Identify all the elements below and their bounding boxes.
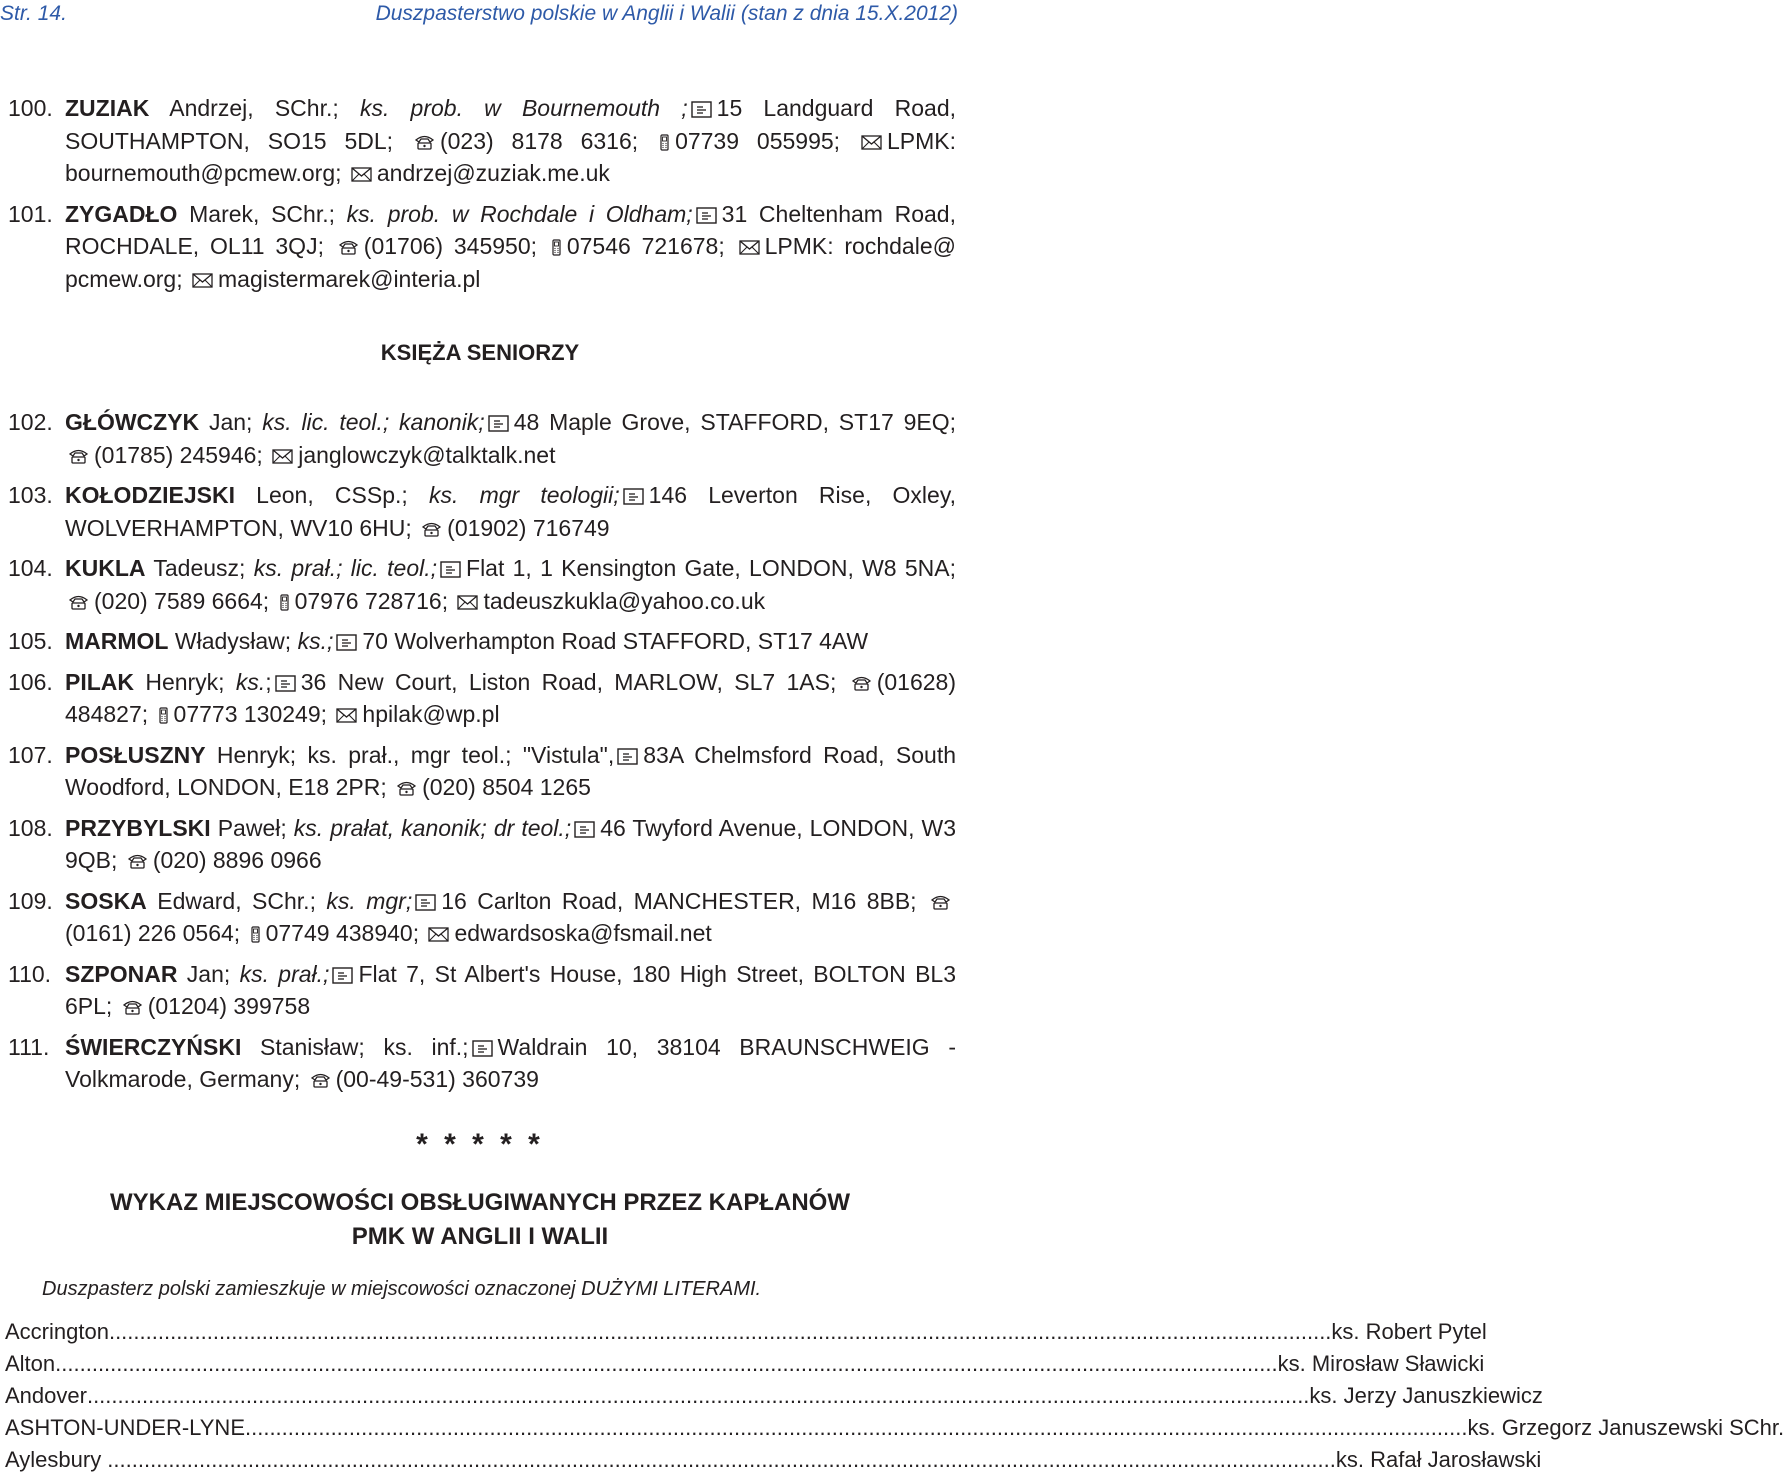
address-icon bbox=[696, 207, 717, 224]
place-row bbox=[5, 1444, 1542, 1476]
leader-dots: ........................................................................................................................................................................................................ bbox=[113, 1447, 1336, 1472]
entry-detail: Henryk; ks. prał., mgr teol.; "Vistula", bbox=[205, 741, 615, 768]
priest-surname: KOŁODZIEJSKI bbox=[65, 482, 235, 508]
priest-title: ks. mgr teologii; bbox=[428, 482, 620, 508]
directory-entry bbox=[8, 198, 956, 296]
phone-icon bbox=[68, 594, 89, 611]
mail-icon bbox=[457, 594, 478, 611]
entry-detail: Leon, CSSp.; bbox=[234, 482, 429, 508]
entry-detail: (0161) 226 0564; bbox=[65, 920, 247, 946]
entry-detail: 70 Wolverhampton Road STAFFORD, ST17 4AW bbox=[362, 628, 869, 654]
address-icon bbox=[623, 488, 644, 505]
mail-icon bbox=[351, 166, 372, 183]
entry-detail: (01706) 345950; bbox=[363, 233, 548, 259]
priest-surname: SZPONAR bbox=[65, 960, 178, 987]
priest-name: ks. Mirosław Sławicki bbox=[1277, 1351, 1485, 1376]
directory-entry bbox=[8, 958, 956, 1023]
priest-surname: PILAK bbox=[65, 668, 134, 695]
entries-top bbox=[8, 92, 956, 303]
priest-surname: ŚWIERCZYŃSKI bbox=[65, 1033, 242, 1060]
entries-seniors bbox=[8, 406, 956, 1104]
list-title-line-2: PMK W ANGLII I WALII bbox=[351, 1223, 609, 1250]
directory-entry bbox=[8, 885, 956, 950]
entry-number: 105. bbox=[8, 628, 53, 654]
priest-name: ks. Jerzy Januszkiewicz bbox=[1309, 1383, 1543, 1408]
place-row bbox=[5, 1380, 1543, 1412]
entry-text bbox=[65, 885, 956, 950]
directory-entry bbox=[8, 666, 956, 731]
leader-dots: ........................................................................................................................................................................................................ bbox=[245, 1415, 1468, 1440]
entry-number: 104. bbox=[8, 555, 53, 581]
mobile-phone-icon bbox=[158, 707, 169, 724]
phone-icon bbox=[421, 521, 442, 538]
entry-detail: ; bbox=[265, 668, 272, 695]
entry-number: 109. bbox=[8, 887, 53, 914]
address-icon bbox=[440, 561, 461, 578]
address-icon bbox=[617, 748, 638, 765]
entry-detail: 83A Chelmsford Road, South Woodford, LONDON, E18 2PR; bbox=[65, 741, 956, 800]
entry-text bbox=[65, 666, 956, 731]
entry-text bbox=[65, 198, 956, 296]
entry-number: 103. bbox=[8, 482, 53, 508]
entry-detail: janglowczyk@talktalk.net bbox=[298, 441, 556, 468]
entry-detail: 16 Carlton Road, MANCHESTER, M16 8BB; bbox=[441, 887, 927, 914]
page-number: Str. 14. bbox=[0, 2, 67, 25]
entry-detail: 07976 728716; bbox=[294, 587, 455, 614]
phone-icon bbox=[338, 239, 359, 256]
priest-surname: GŁÓWCZYK bbox=[65, 409, 200, 435]
phone-icon bbox=[122, 999, 143, 1016]
entry-detail: 146 Leverton Rise, Oxley, WOLVERHAMPTON, WV10 6HU; bbox=[65, 482, 956, 541]
place-name: Accrington bbox=[5, 1319, 109, 1344]
priest-surname: PRZYBYLSKI bbox=[65, 814, 211, 841]
directory-entry bbox=[8, 479, 956, 544]
entry-detail: (01902) 716749 bbox=[447, 514, 610, 541]
leader-dots: ........................................................................................................................................................................................................ bbox=[108, 1319, 1332, 1344]
entry-detail: 07773 130249; bbox=[173, 701, 334, 727]
entry-detail: Flat 1, 1 Kensington Gate, LONDON, W8 5NA; bbox=[466, 555, 957, 581]
entry-number: 107. bbox=[8, 741, 53, 768]
entry-detail: andrzej@zuziak.me.uk bbox=[376, 160, 610, 186]
entry-detail: (01628) 484827; bbox=[65, 668, 956, 727]
phone-icon bbox=[68, 448, 89, 465]
priest-title: ks. prałat, kanonik; dr teol.; bbox=[293, 814, 572, 841]
address-icon bbox=[332, 967, 353, 984]
place-row bbox=[5, 1412, 1784, 1444]
address-icon bbox=[415, 894, 436, 911]
phone-icon bbox=[414, 134, 435, 151]
entry-number: 111. bbox=[8, 1033, 50, 1060]
mobile-phone-icon bbox=[551, 239, 562, 256]
entry-detail: tadeuszkukla@yahoo.co.uk bbox=[483, 587, 766, 614]
entry-detail: (023) 8178 6316; bbox=[439, 127, 657, 154]
leader-dots: ........................................................................................................................................................................................................ bbox=[55, 1351, 1278, 1376]
entry-detail: 31 Cheltenham Road, ROCHDALE, OL11 3QJ; bbox=[65, 200, 956, 259]
priest-name: ks. Rafał Jarosławski bbox=[1335, 1447, 1542, 1472]
place-name: Alton bbox=[5, 1351, 56, 1376]
place-name: Aylesbury . bbox=[5, 1447, 114, 1472]
entry-text bbox=[65, 1031, 956, 1096]
address-icon bbox=[472, 1040, 493, 1057]
directory-entry bbox=[8, 552, 956, 617]
entry-detail: 07749 438940; bbox=[265, 920, 426, 946]
priest-name: ks. Robert Pytel bbox=[1331, 1319, 1487, 1344]
address-icon bbox=[488, 415, 509, 432]
section-title: KSIĘŻA SENIORZY bbox=[380, 340, 580, 365]
separator-stars: * * * * * bbox=[416, 1128, 544, 1161]
address-icon bbox=[275, 675, 296, 692]
entry-number: 110. bbox=[8, 960, 52, 987]
priest-surname: ZYGADŁO bbox=[65, 200, 178, 227]
entry-detail: Tadeusz; bbox=[145, 555, 254, 581]
entry-text bbox=[65, 812, 956, 877]
directory-entry bbox=[8, 406, 956, 471]
entry-detail: Henryk; bbox=[134, 668, 236, 695]
entry-detail: (01785) 245946; bbox=[94, 441, 270, 468]
entry-text bbox=[65, 625, 956, 658]
entry-number: 108. bbox=[8, 814, 53, 841]
mail-icon bbox=[428, 926, 449, 943]
page-header bbox=[0, 2, 958, 26]
priest-title: ks. prał.; lic. teol.; bbox=[253, 555, 438, 581]
entry-detail: LPMK: rochdale@ pcmew.org; bbox=[65, 233, 956, 292]
entry-detail: 15 Landguard Road, SOUTHAMPTON, SO15 5DL; bbox=[65, 95, 956, 154]
directory-entry bbox=[8, 812, 956, 877]
priest-surname: ZUZIAK bbox=[65, 95, 150, 121]
address-icon bbox=[691, 101, 712, 118]
phone-icon bbox=[851, 675, 872, 692]
mobile-phone-icon bbox=[659, 134, 670, 151]
entry-detail: Jan; bbox=[199, 409, 263, 435]
entry-number: 102. bbox=[8, 409, 53, 435]
entry-detail: Jan; bbox=[177, 960, 240, 987]
address-icon bbox=[336, 634, 357, 651]
entry-text bbox=[65, 552, 956, 617]
list-title-line-1: WYKAZ MIEJSCOWOŚCI OBSŁUGIWANYCH PRZEZ KAPŁANÓW bbox=[110, 1189, 850, 1216]
entry-text bbox=[65, 406, 956, 471]
priest-surname: SOSKA bbox=[65, 887, 147, 914]
entry-detail: 46 Twyford Avenue, LONDON, W3 9QB; bbox=[65, 814, 956, 873]
entry-detail: Stanisław; ks. inf.; bbox=[241, 1033, 469, 1060]
place-row bbox=[5, 1316, 1487, 1348]
entry-detail: magistermarek@interia.pl bbox=[218, 265, 481, 292]
entry-detail: (020) 7589 6664; bbox=[94, 587, 276, 614]
entry-detail: Waldrain 10, 38104 BRAUNSCHWEIG - Volkmarode, Germany; bbox=[65, 1033, 956, 1092]
entry-detail: Andrzej, SChr.; bbox=[149, 95, 360, 121]
mail-icon bbox=[336, 707, 357, 724]
mail-icon bbox=[272, 448, 293, 465]
entry-text bbox=[65, 958, 956, 1023]
mobile-phone-icon bbox=[279, 594, 290, 611]
place-row bbox=[5, 1348, 1485, 1380]
mobile-phone-icon bbox=[250, 926, 261, 943]
directory-entry bbox=[8, 625, 956, 658]
entry-text bbox=[65, 739, 956, 804]
priest-name: ks. Grzegorz Januszewski SChr. bbox=[1467, 1415, 1784, 1440]
entry-text bbox=[65, 92, 956, 190]
directory-entry bbox=[8, 739, 956, 804]
priest-title: ks. lic. teol.; kanonik; bbox=[262, 409, 485, 435]
entry-text bbox=[65, 479, 956, 544]
entry-number: 100. bbox=[8, 95, 53, 121]
entry-detail: Władysław; bbox=[168, 628, 298, 654]
entry-number: 106. bbox=[8, 668, 53, 695]
entry-detail: LPMK: bournemouth@pcmew.org; bbox=[65, 127, 956, 186]
priest-surname: MARMOL bbox=[65, 628, 169, 654]
entry-detail: (01204) 399758 bbox=[147, 993, 311, 1019]
place-name: Andover bbox=[5, 1383, 87, 1408]
entry-detail: 07739 055995; bbox=[675, 127, 858, 154]
phone-icon bbox=[396, 780, 417, 797]
directory-entry bbox=[8, 92, 956, 190]
entry-detail: (020) 8896 0966 bbox=[152, 847, 322, 873]
leader-dots: ........................................................................................................................................................................................................ bbox=[86, 1383, 1310, 1408]
entry-detail: Marek, SChr.; bbox=[177, 200, 347, 227]
entry-detail: Flat 7, St Albert's House, 180 High Street, BOLTON BL3 6PL; bbox=[65, 960, 956, 1019]
phone-icon bbox=[930, 894, 951, 911]
entry-detail: (020) 8504 1265 bbox=[422, 774, 591, 800]
priest-surname: KUKLA bbox=[65, 555, 146, 581]
place-name: ASHTON-UNDER-LYNE bbox=[5, 1415, 245, 1440]
address-icon bbox=[574, 821, 595, 838]
priest-surname: POSŁUSZNY bbox=[65, 741, 206, 768]
entry-detail: edwardsoska@fsmail.net bbox=[454, 920, 712, 946]
priest-title: ks. prał.; bbox=[239, 960, 330, 987]
document-title: Duszpasterstwo polskie w Anglii i Walii (stan z dnia 15.X.2012) bbox=[375, 2, 958, 25]
entry-detail: Paweł; bbox=[210, 814, 294, 841]
priest-title: ks. bbox=[235, 668, 266, 695]
priest-title: ks.; bbox=[297, 628, 334, 654]
mail-icon bbox=[739, 239, 760, 256]
entry-number: 101. bbox=[8, 200, 53, 227]
priest-title: ks. prob. w Rochdale i Oldham; bbox=[346, 200, 693, 227]
entry-detail: 36 New Court, Liston Road, MARLOW, SL7 1AS; bbox=[300, 668, 848, 695]
list-note: Duszpasterz polski zamieszkuje w miejscowości oznaczonej DUŻYMI LITERAMI. bbox=[42, 1278, 762, 1300]
places-list bbox=[5, 1316, 1784, 1476]
phone-icon bbox=[310, 1072, 331, 1089]
list-title bbox=[0, 1186, 960, 1254]
priest-title: ks. prob. w Bournemouth ; bbox=[359, 95, 688, 121]
entry-detail: hpilak@wp.pl bbox=[362, 701, 500, 727]
entry-detail: (00-49-531) 360739 bbox=[335, 1066, 539, 1092]
phone-icon bbox=[127, 853, 148, 870]
mail-icon bbox=[861, 134, 882, 151]
entry-detail: 07546 721678; bbox=[566, 233, 736, 259]
entry-detail: Edward, SChr.; bbox=[146, 887, 327, 914]
directory-entry bbox=[8, 1031, 956, 1096]
priest-title: ks. mgr; bbox=[326, 887, 413, 914]
mail-icon bbox=[192, 272, 213, 289]
entry-detail: 48 Maple Grove, STAFFORD, ST17 9EQ; bbox=[513, 409, 956, 435]
